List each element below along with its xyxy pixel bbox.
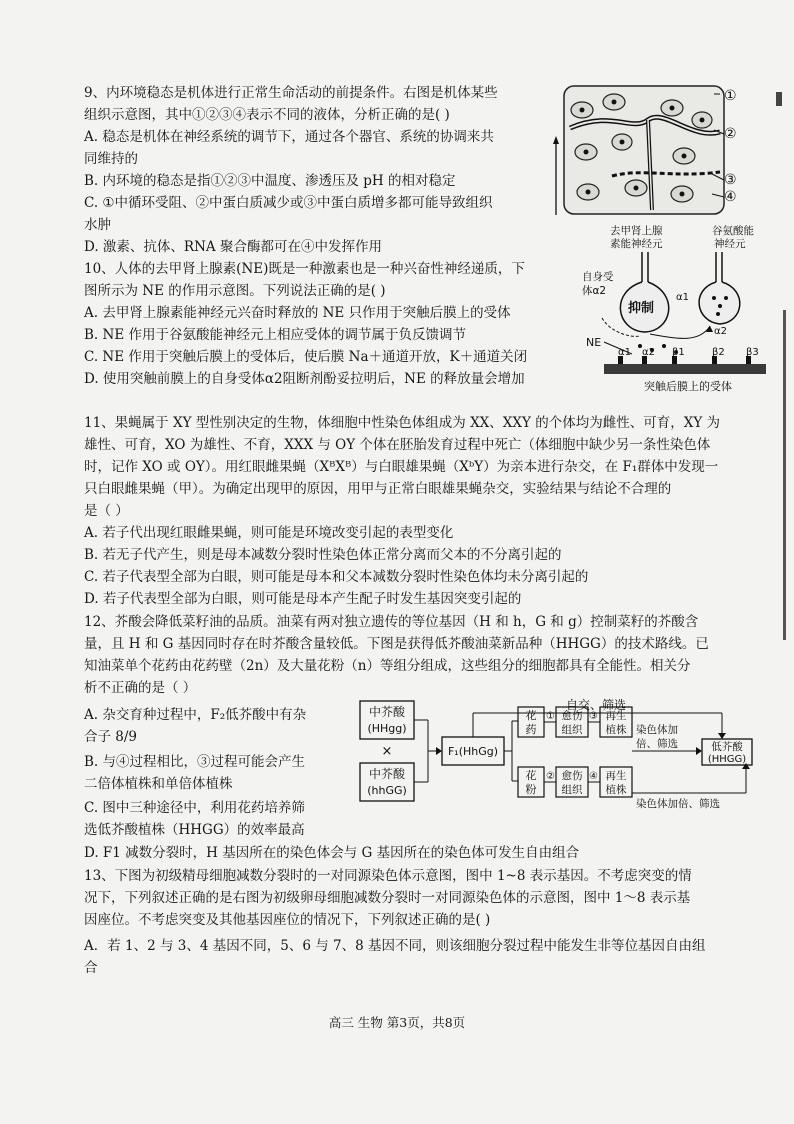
page-footer: 高三 生物 第3页，共8页 <box>328 1015 466 1030</box>
q11-option-a: A. 若子代出现红眼雌果蝇，则可能是环境改变引起的表型变化 <box>84 525 454 541</box>
q12-parent1-label: 中芥酸 <box>368 705 406 719</box>
q10-neuron1-label2: 素能神经元 <box>610 238 663 250</box>
q11-option-c: C. 若子代表型全部为白眼，则可能是母本和父本减数分裂时性染色体均未分离引起的 <box>84 569 589 585</box>
q11-option-b: B. 若无子代产生，则是母本减数分裂时性染色体正常分离而父本的不分离引起的 <box>84 547 562 563</box>
q12-option-d: D. F1 减数分裂时，H 基因所在的染色体会与 G 基因所在的染色体可发生自由组合 <box>84 845 580 861</box>
q12-callus2-label2: 组织 <box>561 784 583 796</box>
q11-stem-line5: 是（ ） <box>84 503 129 519</box>
q9-option-a: A. 稳态是机体在神经系统的调节下，通过各个器官、系统的协调来共 <box>84 129 494 145</box>
q11-stem-line3: 时，记作 XO 或 OY）。用红眼雌果蝇（XᴮXᴮ）与白眼雄果蝇（XᵇY）为亲本进行杂交，在 F₁群体中发现一 <box>84 459 719 475</box>
scan-edge-bar <box>783 310 786 640</box>
q9-option-b: B. 内环境的稳态是指①②③中温度、渗透压及 pH 的相对稳定 <box>84 173 456 189</box>
q10-option-d: D. 使用突触前膜上的自身受体α2阻断剂酚妥拉明后，NE 的释放量会增加 <box>84 371 525 387</box>
q12-option-b: B. 与④过程相比，③过程可能会产生 <box>84 754 306 770</box>
q9-stem-line2: 组织示意图，其中①②③④表示不同的液体，分析正确的是( ) <box>84 107 450 123</box>
q12-step2: ② <box>546 771 555 782</box>
q12-f1-label: F₁(HhGg) <box>447 745 499 758</box>
q10-option-b: B. NE 作用于谷氨酸能神经元上相应受体的调节属于负反馈调节 <box>84 327 466 343</box>
q10-synapse-figure <box>580 222 770 396</box>
q11-stem-line2: 雄性、可育，XO 为雄性、不育，XXX 与 OY 个体在胚胎发育过程中死亡（体细胞中缺少另一条性染色体 <box>84 437 711 453</box>
q12-stem-line1: 12、芥酸会降低菜籽油的品质。油菜有两对独立遗传的等位基因（H 和 h，G 和 g）控制菜籽的芥酸含 <box>84 614 699 630</box>
q12-option-a-cont: 合子 8/9 <box>84 729 138 745</box>
q9-option-a-cont: 同维持的 <box>84 151 138 167</box>
q10-autoreceptor-label2: 体α2 <box>582 285 607 297</box>
q12-option-b-cont: 二倍体植株和单倍体植株 <box>84 776 233 792</box>
q10-receptor-a1: α1 <box>618 347 631 358</box>
q12-regen2-label2: 植株 <box>605 784 627 796</box>
q10-inhibit-label: 抑制 <box>628 301 655 316</box>
q10-alpha1-label: α1 <box>676 292 689 303</box>
q13-option-a-cont: 合 <box>84 960 98 976</box>
q10-caption: 突触后膜上的受体 <box>644 380 732 393</box>
q10-alpha2-label: α2 <box>714 326 727 337</box>
q12-option-c-cont: 选低芥酸植株（HHGG）的效率最高 <box>84 822 305 838</box>
q10-receptor-b3: β3 <box>746 347 759 358</box>
q12-cross-symbol: × <box>381 744 393 759</box>
q12-step4: ④ <box>589 771 598 782</box>
q12-callus1-label2: 组织 <box>561 724 583 736</box>
q9-option-c-cont: 水肿 <box>84 217 111 233</box>
q12-regen2-label: 再生 <box>605 770 627 782</box>
q12-callus2-label: 愈伤 <box>561 770 583 782</box>
q13-stem-line3: 因座位。不考虑突变及其他基因座位的情况下，下列叙述正确的是( ) <box>84 912 491 928</box>
q13-stem-line1: 13、下图为初级精母细胞减数分裂时的一对同源染色体示意图，图中 1~8 表示基因。不考虑突变的情 <box>84 868 692 884</box>
q12-parent2-genotype: (hhGG) <box>367 784 407 797</box>
q10-receptor-a2: α2 <box>642 347 655 358</box>
q12-step3: ③ <box>589 711 598 722</box>
q12-selfing-label: 自交、筛选 <box>565 698 627 712</box>
q10-stem-line1: 10、人体的去甲肾上腺素(NE)既是一种激素也是一种兴奋性神经递质，下 <box>84 261 525 277</box>
q13-stem-line2: 况下，下列叙述正确的是右图为初级卵母细胞减数分裂时一对同源染色体的示意图，图中 1～8 表示基 <box>84 890 691 906</box>
q12-flowchart <box>356 697 756 815</box>
q10-autoreceptor-label: 自身受 <box>582 271 614 283</box>
q12-anther-label2: 药 <box>525 723 537 736</box>
q12-pollen-label: 花 <box>525 769 537 782</box>
q12-callus1-label: 愈伤 <box>561 710 583 722</box>
q10-stem-line2: 图所示为 NE 的作用示意图。下列说法正确的是( ) <box>84 283 386 299</box>
q12-anther-label: 花 <box>525 709 537 722</box>
q12-option-a: A. 杂交育种过程中，F₂低芥酸中有杂 <box>84 707 307 723</box>
q12-double1-label2: 倍、筛选 <box>636 738 678 750</box>
q10-option-a: A. 去甲肾上腺素能神经元兴奋时释放的 NE 只作用于突触后膜上的受体 <box>84 305 511 321</box>
q11-stem-line4: 只白眼雌果蝇（甲）。为确定出现甲的原因，用甲与正常白眼雄果蝇杂交，实验结果与结论不合理的 <box>84 481 672 497</box>
q12-final-label: 低芥酸 <box>711 741 743 753</box>
q10-receptor-b2: β2 <box>712 347 725 358</box>
q12-regen1-label: 再生 <box>605 710 627 722</box>
q10-neuron2-label2: 神经元 <box>714 238 746 250</box>
q12-parent1-genotype: (HHgg) <box>367 722 407 735</box>
q12-stem-line4: 析不正确的是（ ） <box>84 680 197 696</box>
q12-parent2-label: 中芥酸 <box>368 767 406 781</box>
q11-stem-line1: 11、果蝇属于 XY 型性别决定的生物，体细胞中性染色体组成为 XX、XXY 的个体均为雌性、可育，XY 为 <box>84 415 721 431</box>
q12-double2-label: 染色体加倍、筛选 <box>636 798 720 810</box>
q12-final-genotype: (HHGG) <box>707 754 747 765</box>
q9-label-4: ④ <box>724 189 737 205</box>
q12-regen1-label2: 植株 <box>605 724 627 736</box>
q12-double1-label: 染色体加 <box>636 724 678 736</box>
q12-step1: ① <box>546 711 555 722</box>
q12-stem-line2: 量，且 H 和 G 基因同时存在时芥酸含量较低。下图是获得低芥酸油菜新品种（HHGG）的技术路线。已 <box>84 636 709 652</box>
q9-stem-line1: 9、内环境稳态是机体进行正常生命活动的前提条件。右图是机体某些 <box>84 85 498 101</box>
q10-neuron2-label: 谷氨酸能 <box>712 225 754 237</box>
q12-stem-line3: 知油菜单个花药由花药壁（2n）及大量花粉（n）等组分组成，这些组分的细胞都具有全能性。相关分 <box>84 658 691 674</box>
q9-tissue-figure <box>552 80 742 220</box>
q11-option-d: D. 若子代表型全部为白眼，则可能是母本产生配子时发生基因突变引起的 <box>84 591 522 607</box>
q13-option-a: A．若 1、2 与 3、4 基因不同，5、6 与 7、8 基因不同，则该细胞分裂过程中能发生非等位基因自由组 <box>84 938 706 954</box>
q10-ne-label: NE <box>586 336 602 349</box>
scan-edge-mark <box>776 92 782 106</box>
q9-label-2: ② <box>724 126 737 142</box>
q9-option-d: D. 激素、抗体、RNA 聚合酶都可在④中发挥作用 <box>84 239 382 255</box>
q9-option-c: C. ①中循环受阻、②中蛋白质减少或③中蛋白质增多都可能导致组织 <box>84 195 493 211</box>
q9-label-3: ③ <box>724 172 737 188</box>
q10-receptor-b1: β1 <box>672 347 685 358</box>
q12-pollen-label2: 粉 <box>525 783 537 796</box>
q10-option-c: C. NE 作用于突触后膜上的受体后，使后膜 Na＋通道开放，K＋通道关闭 <box>84 349 528 365</box>
q12-option-c: C. 图中三种途径中，利用花药培养筛 <box>84 800 305 816</box>
q10-neuron1-label: 去甲肾上腺 <box>610 225 663 237</box>
q9-label-1: ① <box>724 88 737 104</box>
